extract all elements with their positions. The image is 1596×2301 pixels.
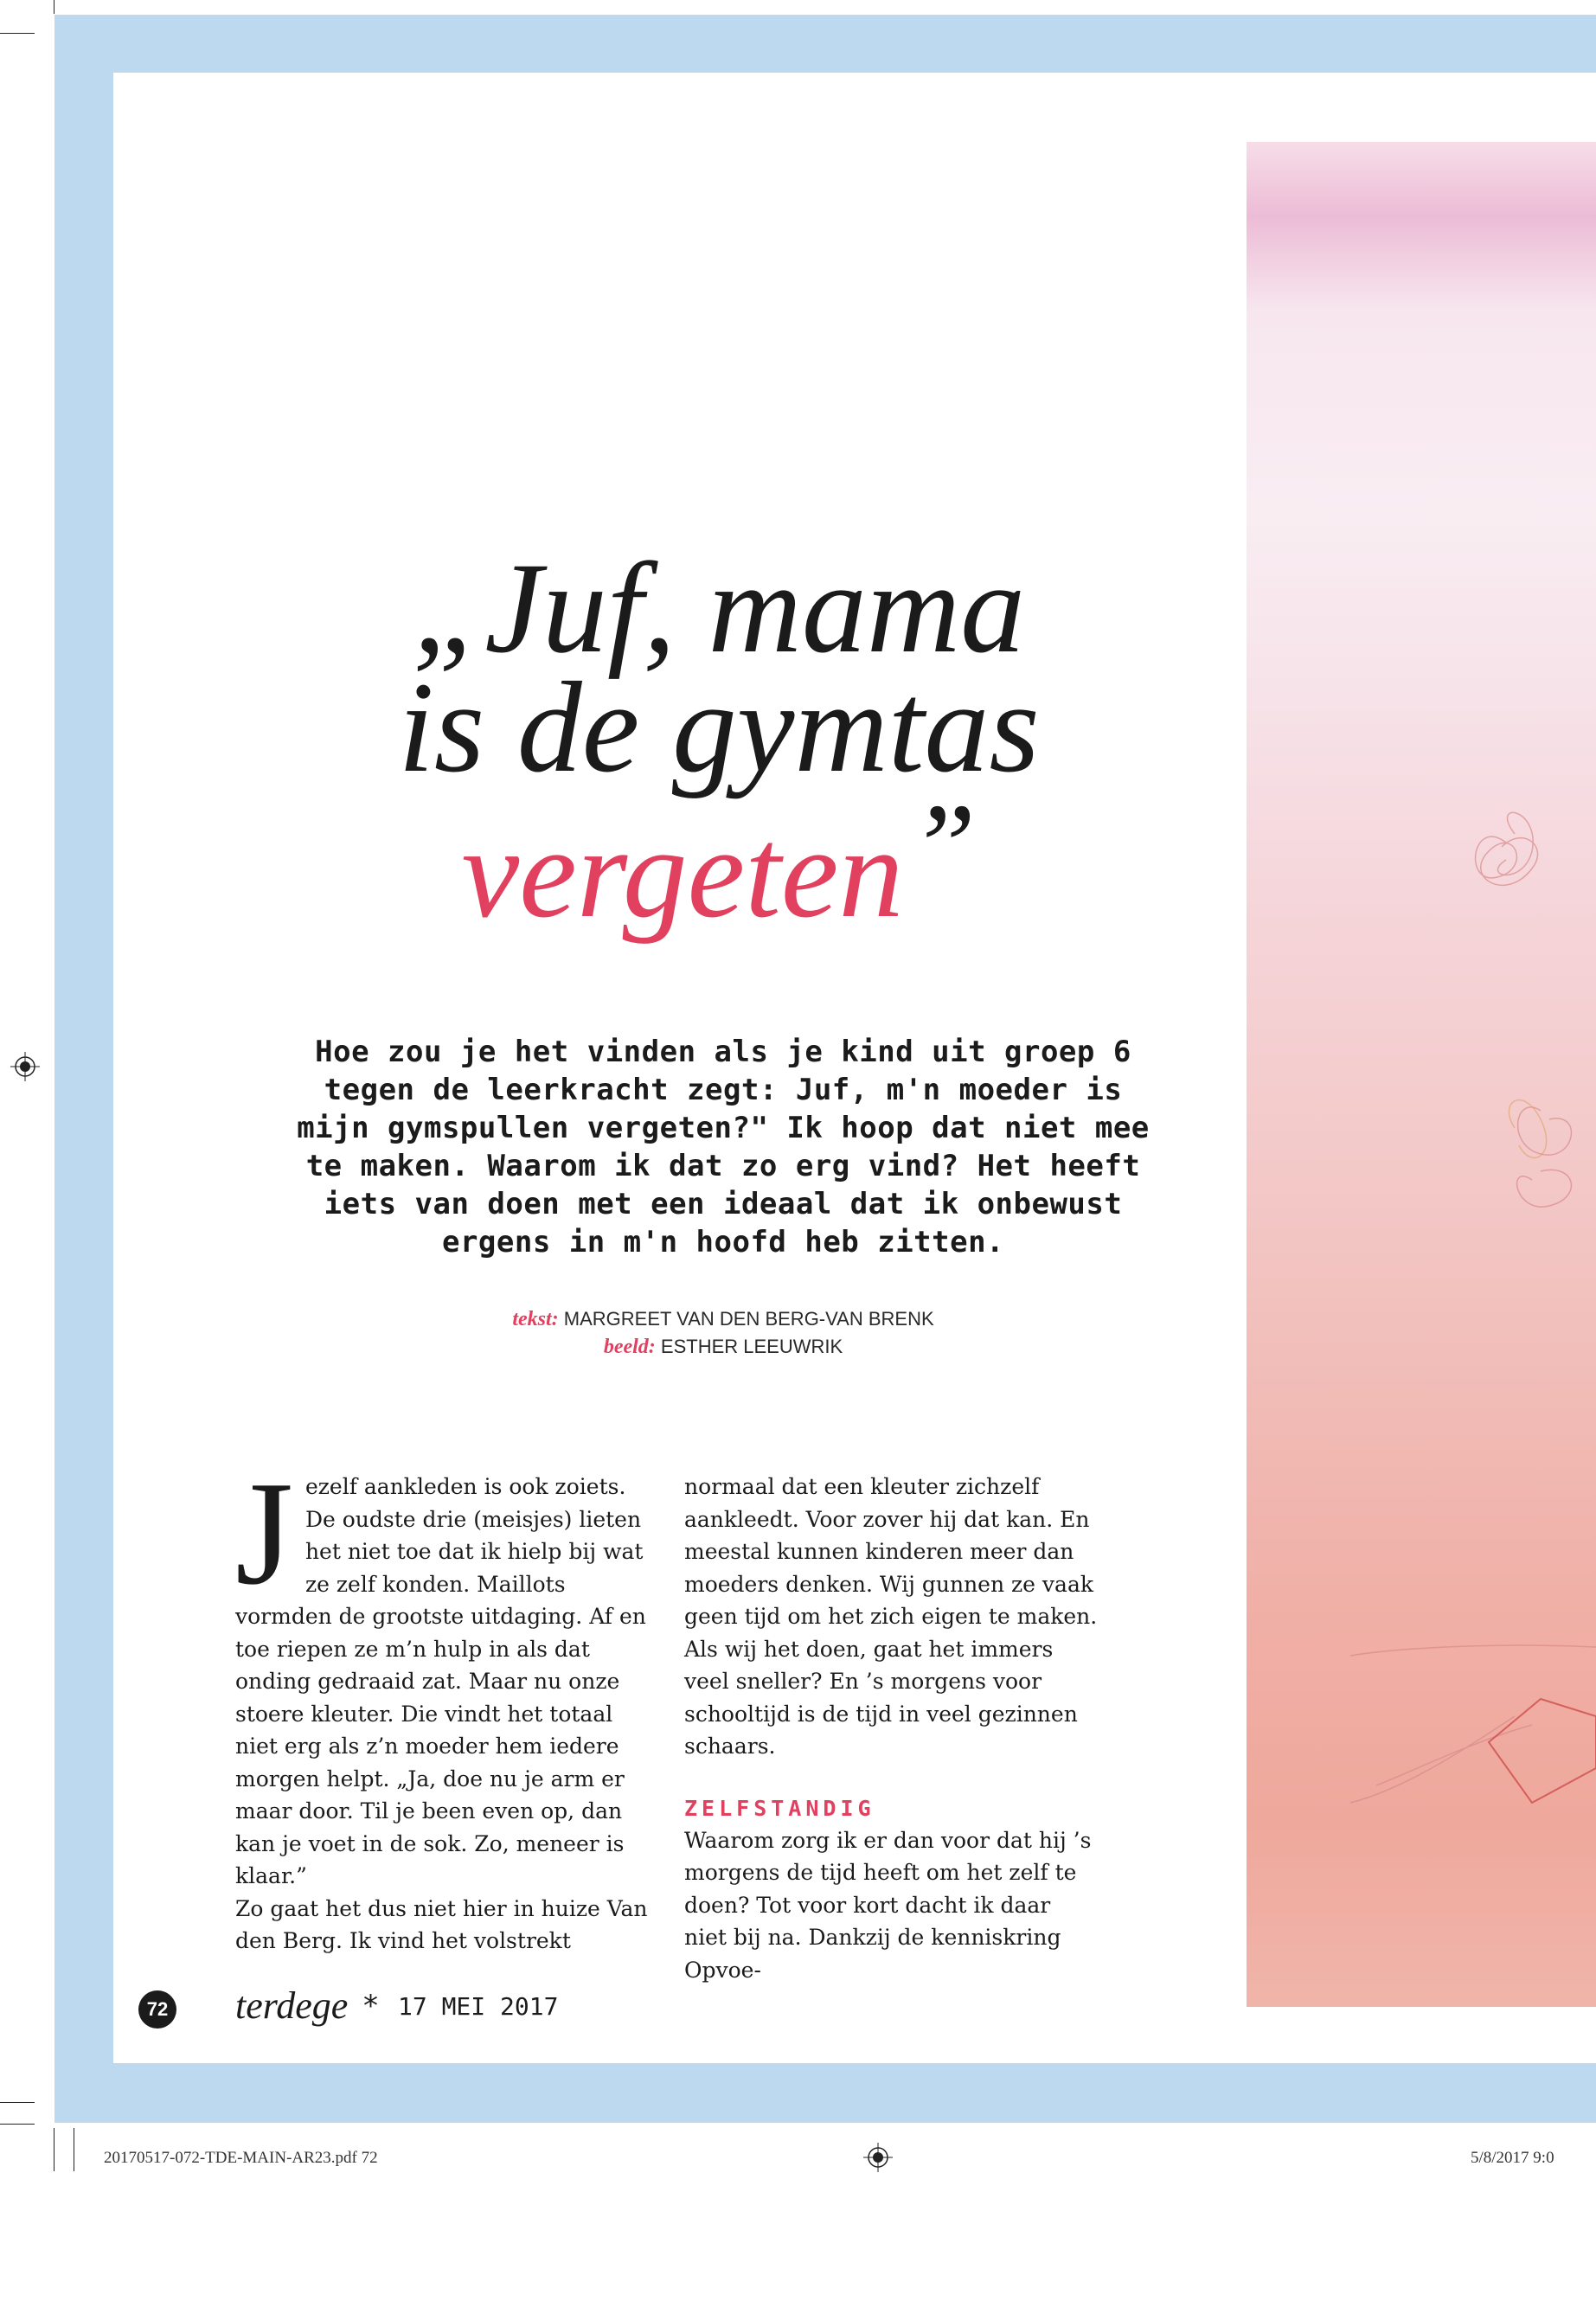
closing-quote: ”	[908, 779, 977, 913]
body-paragraph: Zo gaat het dus niet hier in huize Van den Berg. Ik vind het volstrekt	[235, 1895, 648, 1953]
watercolor-illustration	[1247, 142, 1596, 2007]
separator-star-icon: *	[363, 1989, 378, 2023]
headline-line-1: „Juf, mama	[412, 536, 1026, 680]
crop-mark	[0, 2102, 35, 2103]
registration-mark-icon	[863, 2143, 893, 2172]
body-paragraph: Waarom zorg ik er dan voor dat hij ’s morgens de tijd heeft om het zelf te doen? Tot voor kort dacht ik daar niet bij na. Dankzij de kenniskring Opvoe-	[684, 1827, 1092, 1983]
drop-cap: J	[235, 1452, 293, 1616]
credit-image-label: beeld:	[603, 1336, 656, 1358]
body-paragraph: normaal dat een kleuter zichzelf aankleedt. Voor zover hij dat kan. En meestal kunnen kinderen meer dan moeders denken. Wij gunnen ze vaak geen tijd om het zich eigen te maken. Als wij het doen, gaat het immers veel sneller? En ’s morgens voor schooltijd is de tijd in veel gezinnen schaars.	[684, 1474, 1098, 1759]
section-subheading: ZELFSTANDIG	[684, 1795, 875, 1821]
print-slug-filename: 20170517-072-TDE-MAIN-AR23.pdf 72	[104, 2149, 378, 2167]
body-column-2	[684, 1471, 1099, 1986]
sketch-lines	[1247, 142, 1596, 2007]
intro-text: Hoe zou je het vinden als je kind uit groep 6 tegen de leerkracht zegt: Juf, m'n moeder is mijn gymspullen vergeten?" Ik hoop dat niet mee te maken. Waarom ik dat zo erg vind? Het heeft iets van doen met een ideaal dat ik onbewust ergens in m'n hoofd heb zitten.	[297, 1035, 1150, 1259]
headline-line-2: is de gymtas	[398, 656, 1040, 799]
page-number: 72	[138, 1990, 176, 2029]
print-slug-timestamp: 5/8/2017 9:0	[1471, 2149, 1554, 2167]
credit-text	[412, 1305, 1035, 1333]
magazine-logo: terdege	[235, 1984, 349, 2027]
crop-mark	[0, 33, 35, 34]
registration-mark-icon	[10, 1052, 40, 1081]
credit-text-label: tekst:	[512, 1308, 559, 1330]
body-column-1	[235, 1452, 651, 1958]
article-headline	[243, 536, 1195, 945]
headline-line-3	[243, 779, 1195, 945]
credit-text-name: MARGREET VAN DEN BERG-VAN BRENK	[563, 1308, 934, 1330]
crop-mark	[0, 2124, 35, 2125]
body-paragraph: ezelf aankleden is ook zoiets. De oudste drie (meisjes) lieten het niet toe dat ik hielp bij wat ze zelf konden. Maillots vormden de grootste uitdaging. Af en toe riepen ze m’n hulp in als dat onding gedraaid zat. Maar nu onze stoere kleuter. Die vindt het totaal niet erg als z’n moeder hem iedere morgen helpt. „Ja, doe nu je arm er maar door. Til je been even op, dan kan je voet in de sok. Zo, meneer is klaar.”	[235, 1474, 646, 1888]
credit-image-name: ESTHER LEEUWRIK	[660, 1336, 843, 1357]
credits	[412, 1305, 1035, 1361]
issue-date: 17 MEI 2017	[398, 1992, 559, 2021]
credit-image	[412, 1333, 1035, 1361]
magazine-page	[113, 73, 1596, 2063]
headline-accent-word: vergeten	[461, 801, 904, 945]
